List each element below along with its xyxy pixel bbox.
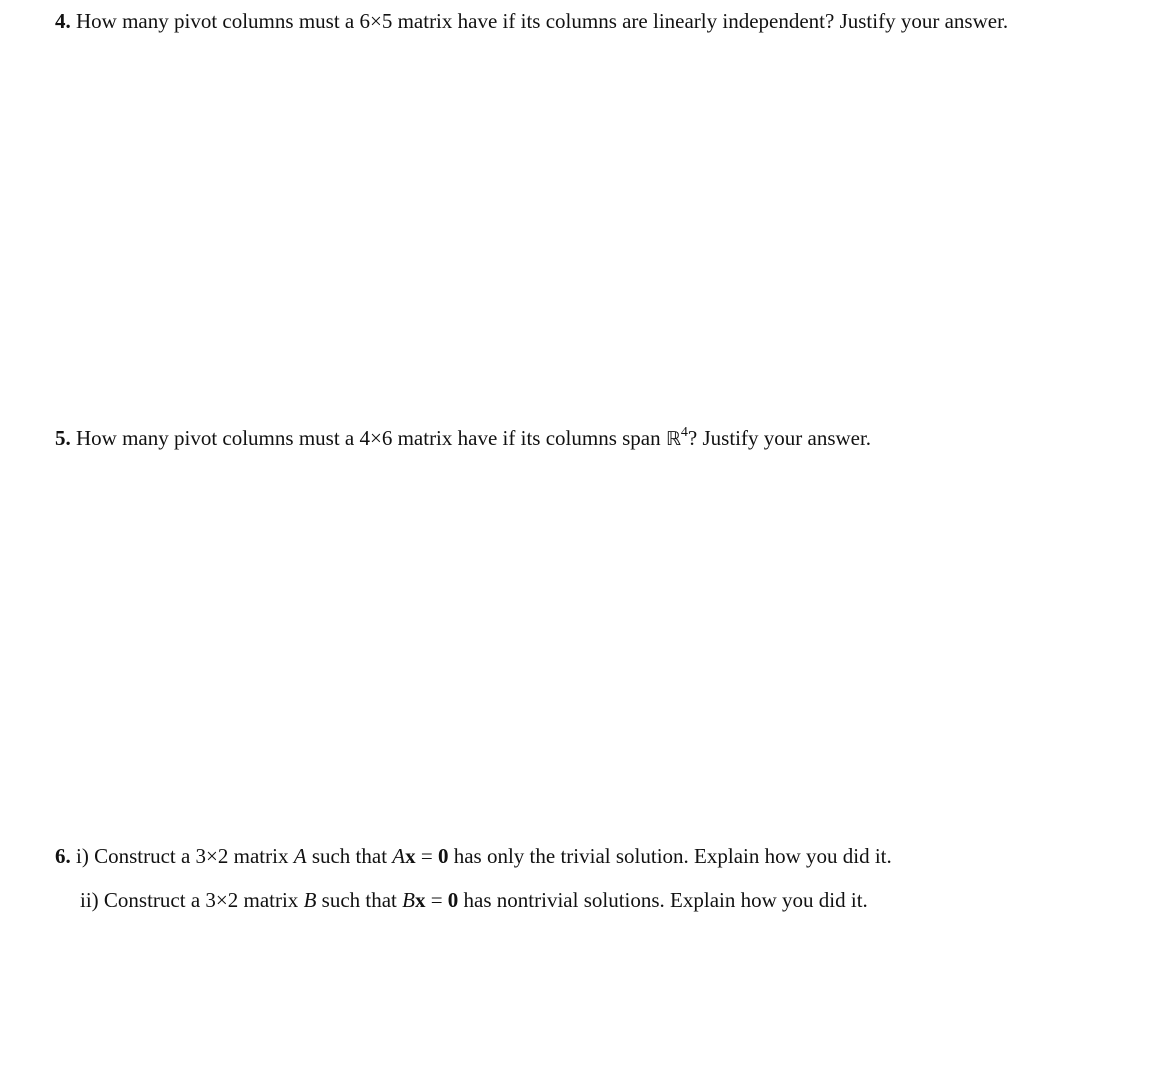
equation-equals: = <box>415 844 438 868</box>
equation-vector-x: x <box>405 844 416 868</box>
question-5 <box>55 425 872 450</box>
part-i-suffix: has only the trivial solution. Explain how you did it. <box>448 844 892 868</box>
question-5-number: 5. <box>55 426 71 450</box>
question-6-part-ii <box>80 890 868 911</box>
part-ii-prefix: ii) Construct a 3×2 matrix <box>80 888 304 912</box>
matrix-a-symbol: A <box>293 844 307 868</box>
equation-vector-x: x <box>414 888 426 912</box>
part-i-middle: such that <box>306 844 393 868</box>
question-6-part-i <box>55 846 892 867</box>
question-6-number: 6. <box>55 844 71 868</box>
question-4 <box>55 11 1008 32</box>
matrix-b-symbol: B <box>303 888 317 912</box>
real-space-exponent: 4 <box>680 425 688 440</box>
question-4-number: 4. <box>55 9 71 33</box>
part-ii-middle: such that <box>316 888 403 912</box>
equation-zero-vector: 0 <box>437 844 449 868</box>
part-i-prefix: i) Construct a 3×2 matrix <box>76 844 294 868</box>
part-ii-suffix: has nontrivial solutions. Explain how you did it. <box>458 888 868 912</box>
question-5-text-before: How many pivot columns must a 4×6 matrix have if its columns span <box>76 426 666 450</box>
equation-equals: = <box>425 888 448 912</box>
question-4-text: How many pivot columns must a 6×5 matrix have if its columns are linearly independent? Justify your answer. <box>76 9 1009 33</box>
equation-matrix-b: B <box>402 888 415 912</box>
equation-zero-vector: 0 <box>447 888 459 912</box>
equation-matrix-a: A <box>392 844 406 868</box>
question-5-text-after: ? Justify your answer. <box>687 426 872 450</box>
real-space-symbol: ℝ <box>665 428 681 450</box>
